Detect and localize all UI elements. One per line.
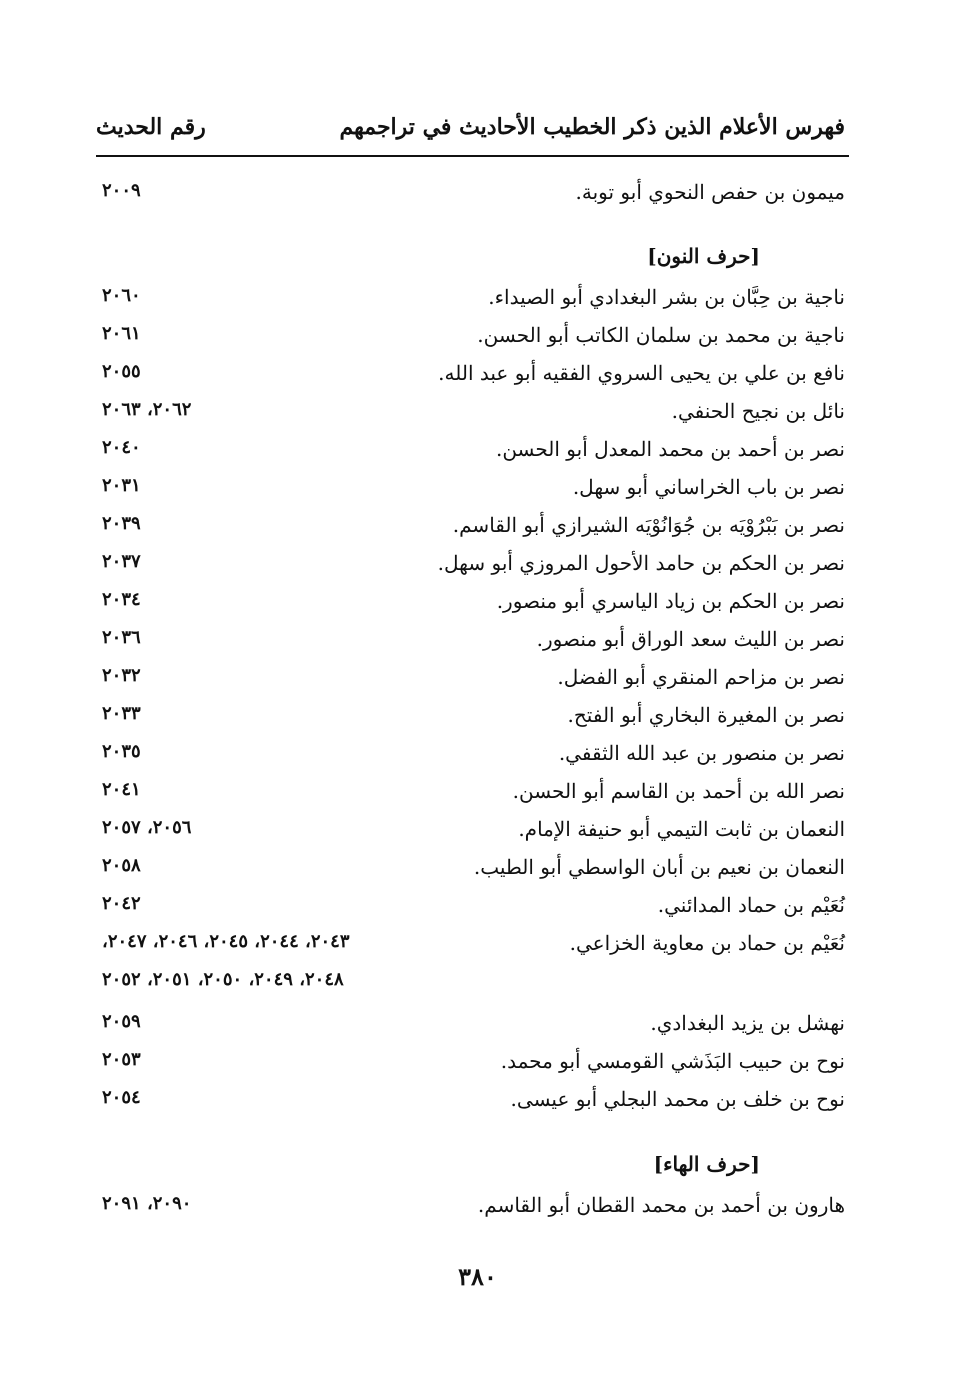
entry-name: نصر بن منصور بن عبد الله الثقفي. (558, 741, 845, 765)
entry-name: نصر بن مزاحم المنقري أبو الفضل. (557, 665, 845, 689)
entry-refs: ٢٠٦٢، ٢٠٦٣ (102, 399, 192, 420)
entry-name: نائل بن نجيح الحنفي. (671, 399, 845, 423)
index-entry (96, 1087, 859, 1121)
index-entry (96, 285, 859, 319)
index-entry (96, 437, 859, 471)
entry-name: نافع بن علي بن يحيى السروي الفقيه أبو عبد الله. (438, 361, 845, 385)
entry-name: نصر بن المغيرة البخاري أبو الفتح. (567, 703, 845, 727)
index-entry (96, 931, 859, 965)
index-entry (96, 399, 859, 433)
entry-refs: ٢٠٤١ (102, 779, 141, 800)
entry-refs: ٢٠٣٦ (102, 627, 141, 648)
index-entry (96, 893, 859, 927)
entry-name: نصر بن أحمد بن محمد المعدل أبو الحسن. (495, 437, 845, 461)
index-entry (96, 741, 859, 775)
index-entry (96, 589, 859, 623)
entry-name: ناجية بن محمد بن سلمان الكاتب أبو الحسن. (477, 323, 845, 347)
entry-refs: ٢٠٤٨، ٢٠٤٩، ٢٠٥٠، ٢٠٥١، ٢٠٥٢ (102, 969, 344, 990)
entry-name: النعمان بن ثابت التيمي أبو حنيفة الإمام. (518, 817, 845, 841)
header-rule (96, 155, 849, 157)
entry-name: ناجية بن حِبَّان بن بشر البغدادي أبو الصيداء. (488, 285, 845, 309)
page-header-title: فهرس الأعلام الذين ذكر الخطيب الأحاديث في تراجمهم (339, 114, 845, 140)
index-entry (96, 703, 859, 737)
index-entry (96, 475, 859, 509)
entry-refs: ٢٠٠٩ (102, 180, 141, 201)
entry-refs: ٢٠٥٤ (102, 1087, 141, 1108)
index-entry (96, 1193, 859, 1227)
entry-refs: ٢٠٣٧ (102, 551, 141, 572)
index-entry (96, 323, 859, 357)
entry-name: النعمان بن نعيم بن أبان الواسطي أبو الطيب. (473, 855, 845, 879)
entry-refs: ٢٠٥٣ (102, 1049, 141, 1070)
entry-refs: ٢٠٩٠، ٢٠٩١ (102, 1193, 192, 1214)
index-entry (96, 180, 859, 214)
entry-refs: ٢٠٣٣ (102, 703, 141, 724)
entry-name: نصر الله بن أحمد بن القاسم أبو الحسن. (512, 779, 845, 803)
entry-refs: ٢٠٣٤ (102, 589, 141, 610)
index-entry (96, 551, 859, 585)
entry-refs: ٢٠٦٠ (102, 285, 141, 306)
section-heading-nun: [حرف النون] (647, 244, 760, 268)
entry-refs: ٢٠٣٢ (102, 665, 141, 686)
entry-refs: ٢٠٣١ (102, 475, 141, 496)
entry-name: نصر بن باب الخراساني أبو سهل. (572, 475, 845, 499)
entry-refs: ٢٠٥٦، ٢٠٥٧ (102, 817, 192, 838)
entry-name: ميمون بن حفص النحوي أبو توبة. (575, 180, 845, 204)
entry-name: هارون بن أحمد بن محمد القطان أبو القاسم. (477, 1193, 845, 1217)
entry-refs: ٢٠٤٣، ٢٠٤٤، ٢٠٤٥، ٢٠٤٦، ٢٠٤٧، (102, 931, 350, 952)
entry-refs: ٢٠٣٥ (102, 741, 141, 762)
section-heading-ha: [حرف الهاء] (653, 1152, 760, 1176)
entry-refs: ٢٠٦١ (102, 323, 141, 344)
entry-name: نصر بن الحكم بن زياد الياسري أبو منصور. (496, 589, 845, 613)
entry-name: نُعَيْم بن حماد بن معاوية الخزاعي. (569, 931, 845, 955)
entry-refs: ٢٠٥٥ (102, 361, 141, 382)
page-header-column-label: رقم الحديث (96, 114, 206, 140)
entry-name: نصر بن الليث سعد الوراق أبو منصور. (536, 627, 845, 651)
index-entry (96, 1049, 859, 1083)
entry-name: نوح بن خلف بن محمد البجلي أبو عيسى. (510, 1087, 845, 1111)
index-entry-continuation (96, 969, 859, 1003)
entry-refs: ٢٠٥٩ (102, 1011, 141, 1032)
entry-refs: ٢٠٣٩ (102, 513, 141, 534)
entry-refs: ٢٠٤٢ (102, 893, 141, 914)
index-entry (96, 1011, 859, 1045)
index-entry (96, 817, 859, 851)
index-entry (96, 513, 859, 547)
index-entry (96, 855, 859, 889)
entry-name: نصر بن الحكم بن حامد الأحول المروزي أبو سهل. (437, 551, 845, 575)
index-entry (96, 627, 859, 661)
index-entry (96, 779, 859, 813)
entry-name: نوح بن حبيب البَذَشي القومسي أبو محمد. (500, 1049, 845, 1073)
entry-name: نُعَيْم بن حماد المدائني. (657, 893, 845, 917)
entry-refs: ٢٠٤٠ (102, 437, 141, 458)
index-entry (96, 361, 859, 395)
entry-name: نهشل بن يزيد البغدادي. (650, 1011, 845, 1035)
index-entry (96, 665, 859, 699)
entry-refs: ٢٠٥٨ (102, 855, 141, 876)
entry-name: نصر بن بَبْرُوْيَه بن جُوَانُوْيَه الشيرازي أبو القاسم. (452, 513, 845, 537)
page-number: ٣٨٠ (458, 1262, 497, 1291)
